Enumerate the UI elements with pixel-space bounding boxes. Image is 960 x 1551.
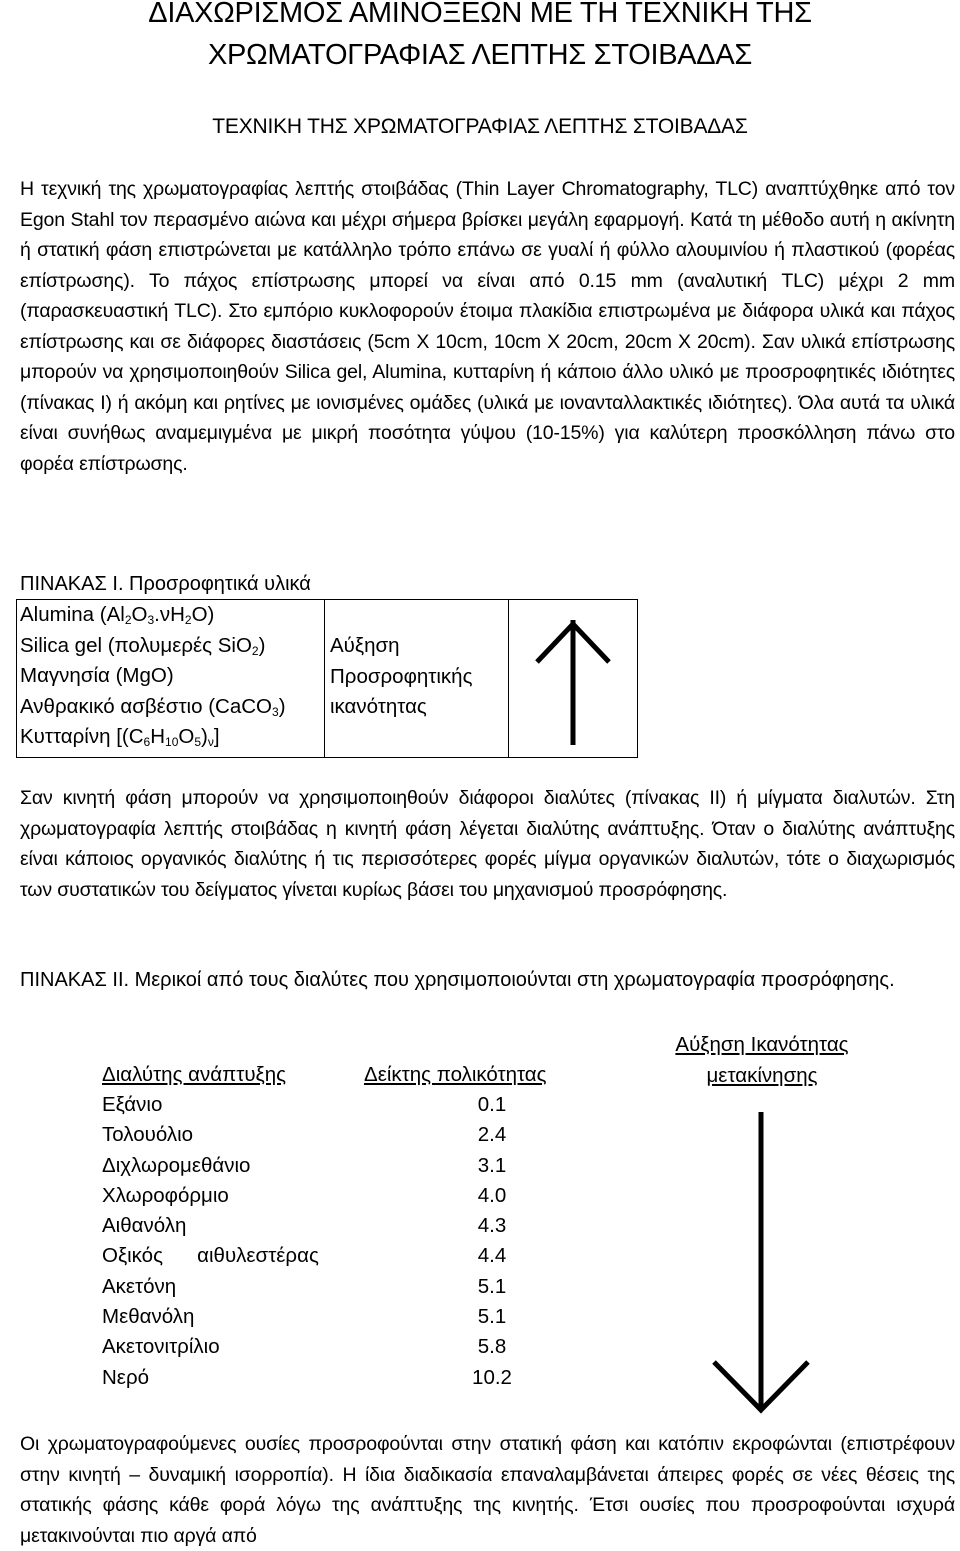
solvent-name: Οξικός αιθυλεστέρας	[102, 1244, 319, 1268]
material-text: )	[278, 694, 286, 718]
solvent-name: Εξάνιο	[102, 1093, 163, 1116]
material-text: Silica gel (πολυμερές SiO	[20, 633, 252, 657]
material-text: O)	[191, 603, 215, 626]
material-text: O	[178, 725, 195, 748]
solvent-name: Ακετόνη	[102, 1274, 177, 1298]
page-title: ΔΙΑΧΩΡΙΣΜΟΣ ΑΜΙΝΟΞΕΩΝ ΜΕ ΤΗ ΤΕΧΝΙΚΗ ΤΗΣ ΧΡΩΜΑΤΟΓΡΑΦΙΑΣ ΛΕΠΤΗΣ ΣΤΟΙΒΑΔΑΣ	[148, 0, 812, 71]
polarity-value: 4.3	[477, 1214, 507, 1238]
solvent-name: Χλωροφόρμιο	[102, 1183, 229, 1207]
header-polarity: Δείκτης πολικότητας	[364, 1063, 547, 1086]
increase-label: ικανότητας	[330, 695, 427, 718]
polarity-value: 4.4	[477, 1244, 507, 1268]
material-text: .νH	[154, 603, 185, 626]
polarity-value: 5.1	[477, 1305, 507, 1329]
header-mobility-line1: Αύξηση Ικανότητας	[675, 1033, 849, 1056]
arrow-down-icon	[711, 1112, 811, 1417]
material-text: Alumina (Al	[20, 603, 125, 626]
subscript: ν	[207, 735, 214, 749]
material-text: Μαγνησία (MgO)	[20, 664, 174, 687]
adsorbent-table	[16, 599, 638, 758]
table-row	[102, 1151, 622, 1181]
table-row	[102, 1211, 622, 1241]
material-item	[20, 722, 324, 753]
solvent-rows	[102, 1090, 622, 1393]
table-row	[102, 1363, 622, 1393]
increase-label: Αύξηση	[330, 634, 400, 657]
materials-cell	[17, 600, 325, 758]
material-text: Ανθρακικό ασβέστιο (CaCO	[20, 694, 272, 718]
solvent-name: Ακετονιτρίλιο	[102, 1335, 220, 1359]
table-row	[102, 1120, 622, 1150]
material-text: H	[150, 725, 166, 748]
material-text: O	[131, 603, 148, 626]
polarity-value: 10.2	[472, 1365, 512, 1389]
table-row	[102, 1241, 622, 1271]
material-item	[20, 661, 324, 692]
table2-caption: ΠΙΝΑΚΑΣ ΙΙ. Μερικοί από τους διαλύτες που χρησιμοποιούνται στη χρωματογραφία προσρόφησης.	[20, 969, 895, 991]
arrow-cell	[509, 600, 638, 758]
section-heading: ΤΕΧΝΙΚΗ ΤΗΣ ΧΡΩΜΑΤΟΓΡΑΦΙΑΣ ΛΕΠΤΗΣ ΣΤΟΙΒΑΔΑΣ	[212, 115, 748, 138]
polarity-value: 5.8	[477, 1335, 507, 1359]
solvent-name: Αιθανόλη	[102, 1214, 187, 1238]
header-solvent: Διαλύτης ανάπτυξης	[102, 1063, 287, 1086]
subscript: 6	[143, 735, 151, 749]
table-row	[102, 1181, 622, 1211]
subscript: 10	[165, 735, 179, 749]
subscript: 2	[251, 643, 259, 658]
subscript: 3	[272, 704, 279, 719]
material-text: Κυτταρίνη [(C	[20, 725, 144, 748]
table-row	[102, 1090, 622, 1120]
polarity-value: 4.0	[477, 1183, 507, 1207]
material-item	[20, 600, 324, 631]
polarity-value: 3.1	[477, 1153, 507, 1177]
material-text: )	[201, 725, 208, 748]
subscript: 3	[147, 613, 155, 627]
material-text: ]	[213, 725, 220, 748]
polarity-value: 0.1	[477, 1093, 507, 1116]
solvent-name: Διχλωρομεθάνιο	[102, 1153, 251, 1177]
solvent-name: Μεθανόλη	[102, 1305, 195, 1329]
mobile-phase-paragraph: Σαν κινητή φάση μπορούν να χρησιμοποιηθούν διάφοροι διαλύτες (πίνακας ΙΙ) ή μίγματα διαλυτών. Στη χρωματογραφία λεπτής στοιβάδας η κινητή φάση λέγεται διαλύτης ανάπτυξης. Όταν ο διαλύτης ανάπτυξης είναι κάποιος οργανικός διαλύτης ή τις περισσότερες φορές μίγμα οργανικών διαλυτών, τότε ο διαχωρισμός των συστατικών του δείγματος γίνεται κυρίως βάσει του μηχανισμού προσρόφησης.	[20, 787, 955, 901]
adsorption-paragraph: Οι χρωματογραφούμενες ουσίες προσροφούνται στην στατική φάση και κατόπιν εκροφώνται (επιστρέφουν στην κινητή – δυναμική ισορροπία). Η ίδια διαδικασία επαναλαμβάνεται άπειρες φορές σε νέες θέσεις της στατικής φάσης κάθε φορά λόγω της ανάπτυξης της κινητής. Έτσι ουσίες που προσροφούνται ισχυρά μετακινούνται πιο αργά από	[20, 1433, 955, 1547]
material-item	[20, 692, 324, 723]
table-row	[102, 1302, 622, 1332]
polarity-value: 2.4	[477, 1123, 507, 1147]
material-item	[20, 631, 324, 662]
subscript: 2	[184, 613, 192, 627]
intro-paragraph: Η τεχνική της χρωματογραφίας λεπτής στοιβάδας (Thin Layer Chromatography, TLC) αναπτύχθηκε από τον Egon Stahl τον περασμένο αιώνα και μέχρι σήμερα βρίσκει μεγάλη εφαρμογή. Κατά τη μέθοδο αυτή η ακίνητη ή στατική φάση επιστρώνεται με κατάλληλο τρόπο επάνω σε γυαλί ή φύλλο αλουμινίου ή πλαστικού (φορέας επίστρωσης). Το πάχος επίστρωσης μπορεί να είναι από 0.15 mm (αναλυτική TLC) μέχρι 2 mm (παρασκευαστική TLC). Στο εμπόριο κυκλοφορούν έτοιμα πλακίδια επιστρωμένα με διάφορα υλικά και πάχος επίστρωσης και σε διάφορες διαστάσεις (5cm X 10cm, 10cm X 20cm, 20cm X 20cm). Σαν υλικά επίστρωσης μπορούν να χρησιμοποιηθούν Silica gel, Alumina, κυτταρίνη ή κάποιο άλλο υλικό με προσροφητικές ιδιότητες (πίνακας Ι) ή ακόμη και ρητίνες με ιονισμένες ομάδες (υλικά με ιονανταλλακτικές ιδιότητες). Όλα αυτά τα υλικά είναι συνήθως αναμεμιγμένα με μικρή ποσότητα γύψου (10-15%) για καλύτερη προσκόλληση πάνω στο φορέα επίστρωσης.	[20, 178, 955, 475]
solvent-name: Νερό	[102, 1365, 150, 1389]
subscript: 5	[194, 735, 202, 749]
subscript: 2	[124, 613, 132, 627]
polarity-value: 5.1	[477, 1274, 507, 1298]
solvent-name: Τολουόλιο	[102, 1123, 194, 1147]
table-row	[102, 1272, 622, 1302]
table-row	[102, 1332, 622, 1362]
arrow-up-icon	[509, 600, 637, 752]
table1-caption: ΠΙΝΑΚΑΣ Ι. Προσροφητικά υλικά	[20, 573, 311, 595]
increase-cell	[325, 600, 509, 758]
header-mobility	[622, 1029, 902, 1091]
header-mobility-line2: μετακίνησης	[706, 1064, 818, 1087]
increase-label: Προσροφητικής	[330, 664, 473, 688]
material-text: )	[258, 633, 266, 657]
